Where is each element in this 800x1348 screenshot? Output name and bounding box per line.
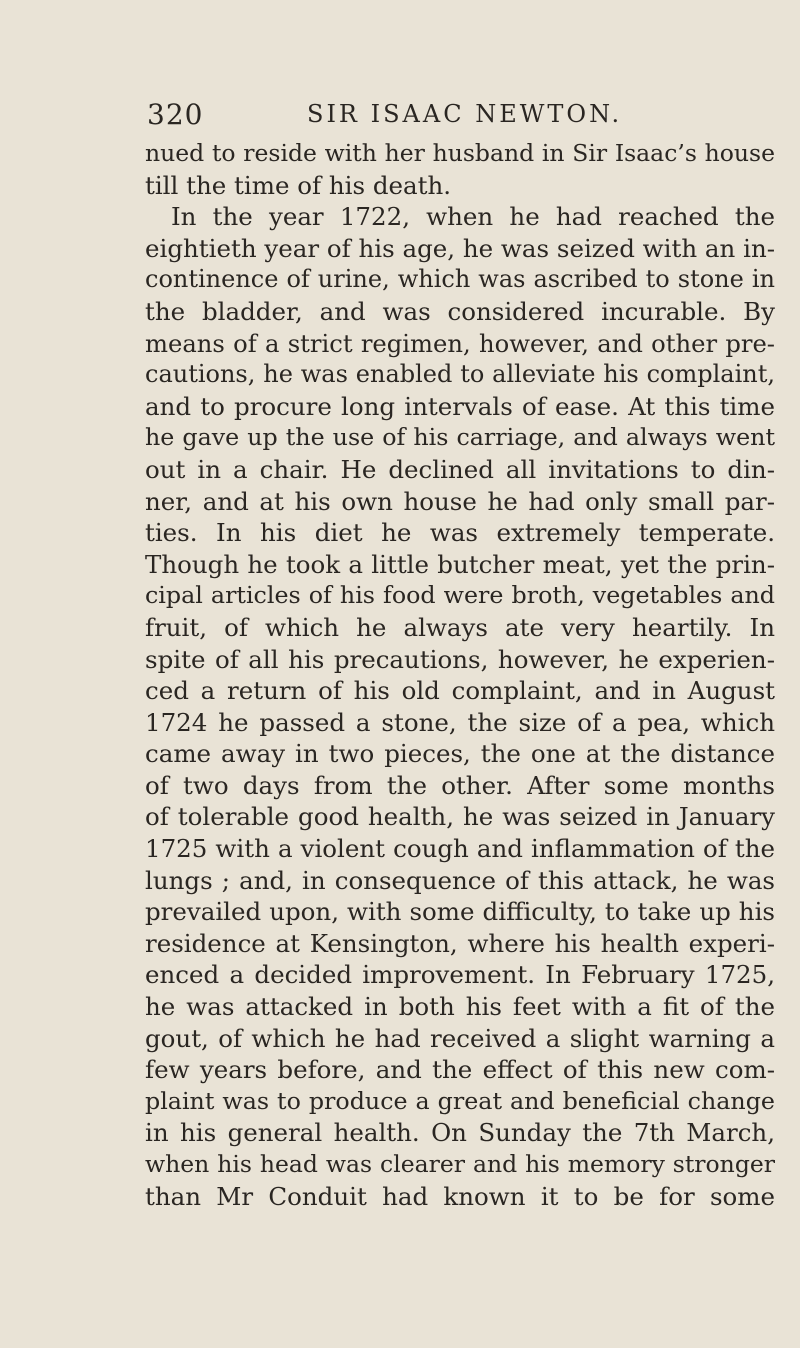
text-line: cipal articles of his food were broth, vegetables and xyxy=(145,581,775,610)
text-line: when his head was clearer and his memory stronger xyxy=(145,1150,775,1178)
text-line: than Mr Conduit had known it to be for some xyxy=(145,1181,775,1211)
text-line: he was attacked in both his feet with a fit of the xyxy=(145,992,775,1022)
text-line: Though he took a little butcher meat, yet the prin- xyxy=(145,549,775,579)
text-line: of two days from the other. After some months xyxy=(145,770,775,800)
text-line: fruit, of which he always ate very heartily. In xyxy=(145,612,775,642)
text-line: cautions, he was enabled to alleviate his complaint, xyxy=(145,360,775,389)
running-head xyxy=(0,98,800,138)
text-line: means of a strict regimen, however, and other pre- xyxy=(145,328,775,358)
text-line: gout, of which he had received a slight warning a xyxy=(145,1023,775,1053)
page-number: 320 xyxy=(147,98,204,131)
text-line: eightieth year of his age, he was seized with an in- xyxy=(145,233,775,263)
text-line: the bladder, and was considered incurable. By xyxy=(145,296,775,326)
text-line: till the time of his death. xyxy=(145,170,452,200)
text-line: In the year 1722, when he had reached the xyxy=(171,202,775,232)
text-line: plaint was to produce a great and beneficial change xyxy=(145,1086,775,1115)
text-line: few years before, and the effect of this new com- xyxy=(145,1055,775,1085)
text-line: residence at Kensington, where his health experi- xyxy=(145,928,775,958)
text-line: ties. In his diet he was extremely temperate. xyxy=(145,518,775,548)
text-line: came away in two pieces, the one at the distance xyxy=(145,739,775,769)
text-line: out in a chair. He declined all invitations to din- xyxy=(145,454,775,484)
text-line: lungs ; and, in consequence of this attack, he was xyxy=(145,865,775,895)
text-line: he gave up the use of his carriage, and always went xyxy=(145,423,775,452)
running-title: SIR ISAAC NEWTON. xyxy=(307,100,623,128)
text-line: enced a decided improvement. In February 1725, xyxy=(145,960,775,990)
text-line: 1725 with a violent cough and inflammation of the xyxy=(145,834,775,864)
text-line: spite of all his precautions, however, he experien- xyxy=(145,644,775,674)
text-line: continence of urine, which was ascribed to stone in xyxy=(145,265,775,294)
text-line: nued to reside with her husband in Sir Isaac’s house xyxy=(145,139,775,167)
body-text xyxy=(145,138,775,1212)
text-line: ner, and at his own house he had only small par- xyxy=(145,486,775,516)
text-line: prevailed upon, with some difficulty, to take up his xyxy=(145,897,775,927)
text-line: ced a return of his old complaint, and in August xyxy=(145,676,775,706)
text-line: in his general health. On Sunday the 7th March, xyxy=(145,1118,775,1148)
text-line: of tolerable good health, he was seized in January xyxy=(145,802,775,832)
text-line: and to procure long intervals of ease. At this time xyxy=(145,391,775,421)
text-line: 1724 he passed a stone, the size of a pea, which xyxy=(145,707,775,737)
